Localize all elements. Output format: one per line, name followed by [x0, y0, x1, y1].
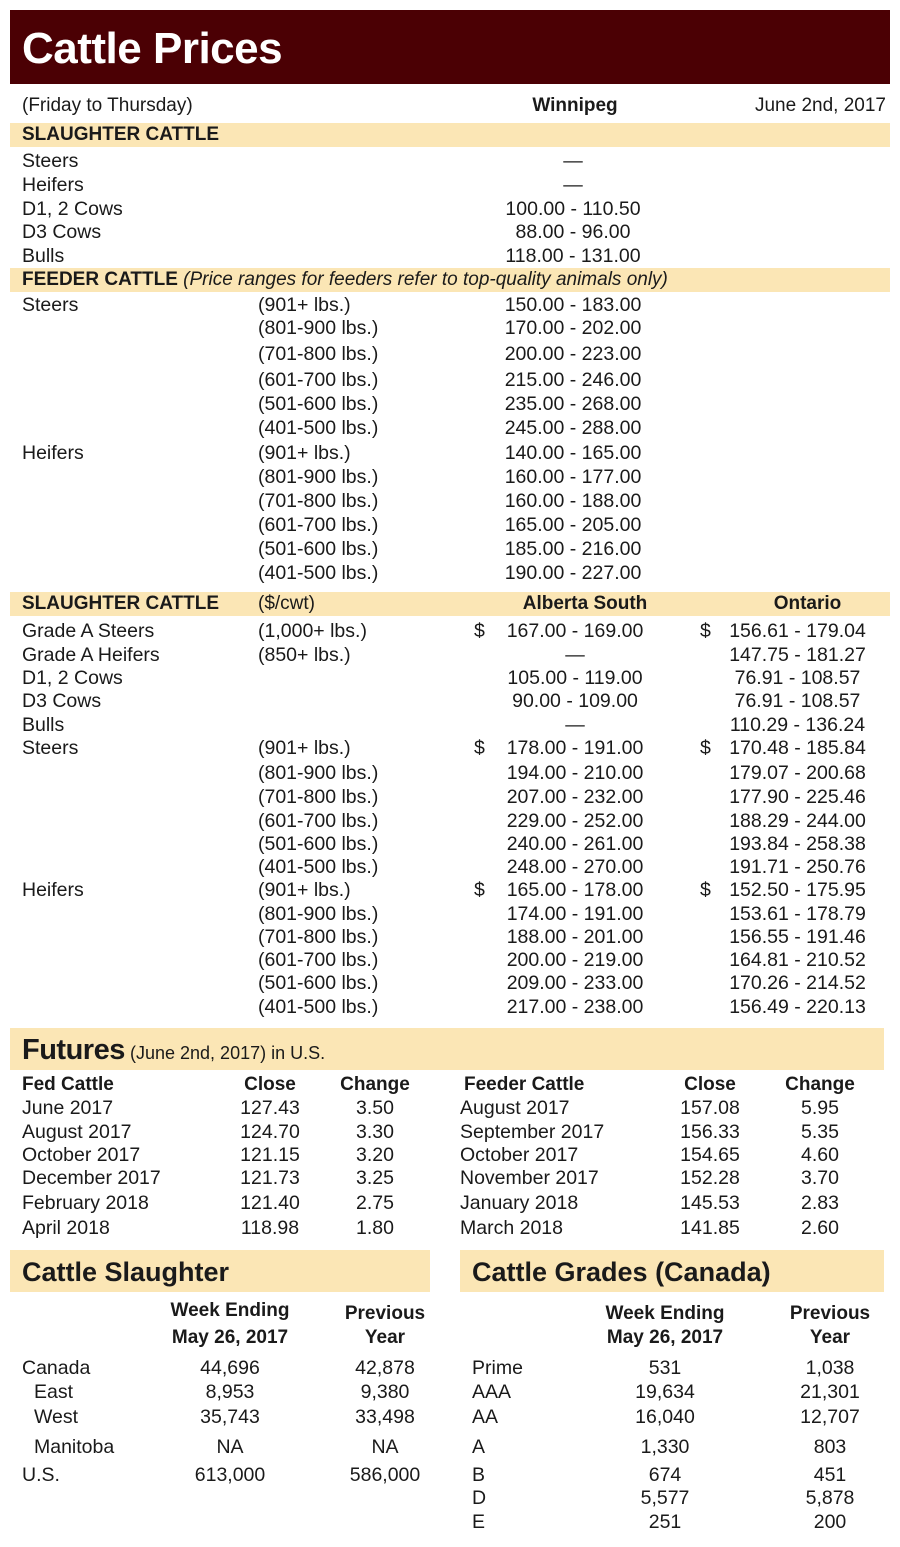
row-label: Grade A Heifers: [22, 644, 160, 666]
table-row: [0, 220, 900, 244]
ontario-price: 156.55 - 191.46: [729, 926, 866, 948]
table-row: [0, 513, 900, 537]
table-row: [0, 761, 900, 785]
slaughter-col2-header-year: Year: [364, 1327, 406, 1348]
slaughter-prev-value: 9,380: [360, 1381, 410, 1403]
period-label: (Friday to Thursday): [22, 95, 193, 116]
section-title: SLAUGHTER CATTLE: [22, 124, 220, 145]
table-row: [0, 342, 900, 366]
weight-class: (801-900 lbs.): [258, 466, 379, 488]
alberta-price: 188.00 - 201.00: [506, 926, 644, 948]
table-row: [0, 925, 900, 949]
alberta-price: —: [565, 644, 585, 666]
section-note: (Price ranges for feeders refer to top-quality animals only): [183, 269, 668, 290]
feeder-cattle-header: Feeder Cattle: [464, 1074, 585, 1095]
weight-class: (501-600 lbs.): [258, 972, 379, 994]
table-row: [0, 441, 900, 465]
slaughter-band: [10, 1250, 430, 1292]
slaughter-region: Manitoba: [34, 1436, 115, 1458]
ontario-price: 76.91 - 108.57: [734, 690, 861, 712]
fed-change: 3.30: [356, 1121, 394, 1143]
ontario-price: 179.07 - 200.68: [729, 762, 866, 784]
grade-week-value: 674: [648, 1464, 682, 1486]
ontario-price: 170.26 - 214.52: [729, 972, 866, 994]
price-range: 235.00 - 268.00: [504, 393, 642, 415]
feeder-change: 2.83: [801, 1192, 839, 1214]
fed-close: 124.70: [240, 1121, 300, 1143]
grades-band: [460, 1250, 884, 1292]
table-row: [0, 197, 900, 221]
weight-class: (850+ lbs.): [258, 644, 351, 666]
row-label: D1, 2 Cows: [22, 667, 123, 689]
grade-week-value: 5,577: [640, 1487, 690, 1509]
alberta-price: 174.00 - 191.00: [506, 903, 644, 925]
slaughter-week-value: 44,696: [200, 1357, 260, 1379]
table-row: [0, 855, 900, 879]
alberta-price: 178.00 - 191.00: [506, 737, 644, 759]
grades-col2-header-year: Year: [809, 1327, 851, 1348]
table-row: [0, 971, 900, 995]
alberta-price: 194.00 - 210.00: [506, 762, 644, 784]
weight-class: (1,000+ lbs.): [258, 620, 367, 642]
slaughter-col1-header: Week Ending: [170, 1300, 290, 1321]
ontario-price: 153.61 - 178.79: [729, 903, 866, 925]
feeder-close: 156.33: [680, 1121, 740, 1143]
section-band-regional: [10, 592, 890, 616]
table-row: [0, 713, 900, 737]
dollar-sign: $: [700, 879, 711, 901]
price-range: 160.00 - 177.00: [504, 466, 642, 488]
table-row: [0, 689, 900, 713]
slaughter-region: East: [34, 1381, 74, 1403]
fed-close: 121.15: [240, 1144, 300, 1166]
feeder-change: 5.35: [801, 1121, 839, 1143]
grade-prev-value: 21,301: [800, 1381, 860, 1403]
dollar-sign: $: [474, 737, 485, 759]
grade-week-value: 19,634: [635, 1381, 695, 1403]
grade-label: A: [472, 1436, 486, 1458]
fed-change: 3.25: [356, 1167, 394, 1189]
weight-class: (901+ lbs.): [258, 737, 351, 759]
weight-class: (401-500 lbs.): [258, 562, 379, 584]
grade-prev-value: 803: [813, 1436, 847, 1458]
weight-class: (501-600 lbs.): [258, 833, 379, 855]
feeder-close: 154.65: [680, 1144, 740, 1166]
price-range: 140.00 - 165.00: [504, 442, 642, 464]
ontario-price: 110.29 - 136.24: [729, 714, 866, 736]
price-range: —: [563, 150, 583, 172]
weight-class: (401-500 lbs.): [258, 417, 379, 439]
ontario-price: 177.90 - 225.46: [729, 786, 866, 808]
weight-class: (501-600 lbs.): [258, 393, 379, 415]
alberta-price: 105.00 - 119.00: [507, 667, 643, 689]
grade-prev-value: 1,038: [805, 1357, 855, 1379]
slaughter-prev-value: 586,000: [349, 1464, 421, 1486]
dollar-sign: $: [700, 737, 711, 759]
table-row: [0, 244, 900, 268]
table-row: [0, 392, 900, 416]
weight-class: (801-900 lbs.): [258, 903, 379, 925]
row-label: Bulls: [22, 714, 65, 736]
table-row: [0, 368, 900, 392]
alberta-price: 217.00 - 238.00: [506, 996, 644, 1018]
dollar-sign: $: [474, 879, 485, 901]
futures-band: [10, 1028, 884, 1070]
fed-month: August 2017: [22, 1121, 132, 1143]
fed-change: 1.80: [356, 1217, 394, 1239]
fed-month: June 2017: [22, 1097, 114, 1119]
fed-close: 118.98: [240, 1217, 300, 1239]
table-row: [0, 878, 900, 902]
ontario-price: 156.61 - 179.04: [729, 620, 866, 642]
column-header-ontario: Ontario: [773, 593, 842, 614]
slaughter-prev-value: 33,498: [355, 1406, 415, 1428]
slaughter-week-value: 8,953: [205, 1381, 255, 1403]
report-date: June 2nd, 2017: [754, 95, 886, 116]
grade-label: B: [472, 1464, 486, 1486]
weight-class: (701-800 lbs.): [258, 786, 379, 808]
grade-prev-value: 12,707: [800, 1406, 860, 1428]
slaughter-week-value: NA: [216, 1436, 244, 1458]
feeder-change: 4.60: [801, 1144, 839, 1166]
ontario-price: 164.81 - 210.52: [729, 949, 866, 971]
feeder-close: 145.53: [680, 1192, 740, 1214]
row-label: Steers: [22, 294, 79, 316]
ontario-price: 147.75 - 181.27: [729, 644, 866, 666]
grade-label: AAA: [472, 1381, 512, 1403]
fed-month: April 2018: [22, 1217, 110, 1239]
weight-class: (701-800 lbs.): [258, 926, 379, 948]
feeder-close-header: Close: [684, 1074, 736, 1095]
ontario-price: 188.29 - 244.00: [729, 810, 866, 832]
feeder-change: 2.60: [801, 1217, 839, 1239]
fed-change: 3.20: [356, 1144, 394, 1166]
title-banner: [10, 10, 890, 84]
feeder-month: November 2017: [460, 1167, 599, 1189]
alberta-price: 200.00 - 219.00: [506, 949, 644, 971]
grade-label: AA: [472, 1406, 499, 1428]
weight-class: (701-800 lbs.): [258, 490, 379, 512]
feeder-month: October 2017: [460, 1144, 579, 1166]
price-range: 190.00 - 227.00: [504, 562, 642, 584]
price-range: —: [563, 174, 583, 196]
ontario-price: 152.50 - 175.95: [729, 879, 866, 901]
slaughter-region: U.S.: [22, 1464, 60, 1486]
section-title: SLAUGHTER CATTLE: [22, 593, 220, 614]
table-row: [0, 416, 900, 440]
price-range: 160.00 - 188.00: [504, 490, 642, 512]
row-label: D3 Cows: [22, 690, 102, 712]
price-range: 170.00 - 202.00: [504, 317, 642, 339]
table-row: [0, 948, 900, 972]
weight-class: (601-700 lbs.): [258, 949, 379, 971]
grades-col2-header: Previous: [789, 1303, 871, 1324]
slaughter-region: Canada: [22, 1357, 91, 1379]
price-range: 185.00 - 216.00: [504, 538, 642, 560]
alberta-price: 229.00 - 252.00: [506, 810, 644, 832]
fed-month: December 2017: [22, 1167, 161, 1189]
price-range: 118.00 - 131.00: [505, 245, 641, 267]
table-row: [0, 316, 900, 340]
fed-change: 2.75: [356, 1192, 394, 1214]
table-row: [0, 832, 900, 856]
table-row: [0, 619, 900, 643]
weight-class: (501-600 lbs.): [258, 538, 379, 560]
row-label: Steers: [22, 150, 79, 172]
grade-prev-value: 451: [813, 1464, 847, 1486]
alberta-price: 209.00 - 233.00: [506, 972, 644, 994]
price-range: 215.00 - 246.00: [504, 369, 642, 391]
grades-col1-header-date: May 26, 2017: [606, 1327, 724, 1348]
ontario-price: 193.84 - 258.38: [729, 833, 866, 855]
weight-class: (601-700 lbs.): [258, 810, 379, 832]
slaughter-col1-header-date: May 26, 2017: [171, 1327, 289, 1348]
weight-class: (901+ lbs.): [258, 879, 351, 901]
weight-class: (901+ lbs.): [258, 294, 351, 316]
weight-class: (701-800 lbs.): [258, 343, 379, 365]
ontario-price: 156.49 - 220.13: [729, 996, 866, 1018]
table-row: [0, 293, 900, 317]
alberta-price: —: [565, 714, 585, 736]
feeder-close: 152.28: [680, 1167, 740, 1189]
weight-class: (801-900 lbs.): [258, 317, 379, 339]
grades-title: Cattle Grades (Canada): [472, 1257, 771, 1287]
weight-class: (401-500 lbs.): [258, 996, 379, 1018]
row-label: Heifers: [22, 879, 84, 901]
weight-class: (801-900 lbs.): [258, 762, 379, 784]
row-label: Bulls: [22, 245, 65, 267]
ontario-price: 76.91 - 108.57: [734, 667, 861, 689]
price-range: 100.00 - 110.50: [505, 198, 641, 220]
grade-prev-value: 200: [813, 1511, 847, 1533]
price-range: 88.00 - 96.00: [515, 221, 631, 243]
grade-prev-value: 5,878: [805, 1487, 855, 1509]
weight-class: (401-500 lbs.): [258, 856, 379, 878]
slaughter-prev-value: NA: [371, 1436, 399, 1458]
page-title: Cattle Prices: [22, 24, 283, 73]
market-label: Winnipeg: [532, 95, 618, 116]
feeder-month: August 2017: [460, 1097, 570, 1119]
fed-month: October 2017: [22, 1144, 141, 1166]
fed-close-header: Close: [244, 1074, 296, 1095]
alberta-price: 240.00 - 261.00: [506, 833, 644, 855]
table-row: [0, 666, 900, 690]
table-row: [0, 809, 900, 833]
alberta-price: 248.00 - 270.00: [506, 856, 644, 878]
alberta-price: 165.00 - 178.00: [506, 879, 644, 901]
feeder-change: 3.70: [801, 1167, 839, 1189]
weight-class: (601-700 lbs.): [258, 514, 379, 536]
fed-cattle-header: Fed Cattle: [22, 1074, 114, 1095]
slaughter-col2-header: Previous: [344, 1303, 426, 1324]
futures-title: Futures: [22, 1034, 125, 1066]
alberta-price: 207.00 - 232.00: [506, 786, 644, 808]
feeder-month: March 2018: [460, 1217, 563, 1239]
feeder-close: 157.08: [680, 1097, 740, 1119]
grade-week-value: 1,330: [640, 1436, 690, 1458]
grade-label: E: [472, 1511, 486, 1533]
alberta-price: 90.00 - 109.00: [512, 690, 638, 712]
table-row: [0, 149, 900, 173]
dollar-sign: $: [700, 620, 711, 642]
table-row: [0, 465, 900, 489]
price-range: 150.00 - 183.00: [504, 294, 642, 316]
table-row: [0, 173, 900, 197]
feeder-month: January 2018: [460, 1192, 579, 1214]
weight-class: (901+ lbs.): [258, 442, 351, 464]
grades-col1-header: Week Ending: [605, 1303, 725, 1324]
row-label: D1, 2 Cows: [22, 198, 123, 220]
table-row: [0, 736, 900, 760]
ontario-price: 170.48 - 185.84: [729, 737, 866, 759]
grade-week-value: 16,040: [635, 1406, 695, 1428]
section-title: FEEDER CATTLE (Price ranges for feeders refer to top-quality animals only): [22, 269, 668, 290]
row-label: D3 Cows: [22, 221, 102, 243]
row-label: Steers: [22, 737, 79, 759]
price-range: 200.00 - 223.00: [504, 343, 642, 365]
column-header-alberta: Alberta South: [522, 593, 648, 614]
grade-week-value: 251: [648, 1511, 682, 1533]
fed-close: 121.73: [240, 1167, 300, 1189]
slaughter-week-value: 613,000: [194, 1464, 266, 1486]
unit-label: ($/cwt): [258, 593, 315, 614]
table-row: [0, 902, 900, 926]
feeder-month: September 2017: [460, 1121, 605, 1143]
slaughter-prev-value: 42,878: [355, 1357, 415, 1379]
table-row: [0, 785, 900, 809]
slaughter-week-value: 35,743: [200, 1406, 260, 1428]
table-row: [0, 489, 900, 513]
ontario-price: 191.71 - 250.76: [729, 856, 866, 878]
feeder-change: 5.95: [801, 1097, 839, 1119]
fed-change: 3.50: [356, 1097, 394, 1119]
alberta-price: 167.00 - 169.00: [506, 620, 644, 642]
fed-change-header: Change: [340, 1074, 410, 1095]
fed-month: February 2018: [22, 1192, 149, 1214]
dollar-sign: $: [474, 620, 485, 642]
slaughter-region: West: [34, 1406, 79, 1428]
feeder-change-header: Change: [785, 1074, 855, 1095]
section-band-feeder: [10, 268, 890, 292]
grade-label: Prime: [472, 1357, 523, 1379]
grade-week-value: 531: [648, 1357, 682, 1379]
row-label: Heifers: [22, 442, 84, 464]
row-label: Grade A Steers: [22, 620, 155, 642]
grade-label: D: [472, 1487, 487, 1509]
fed-close: 121.40: [240, 1192, 300, 1214]
section-band-slaughter: [10, 123, 890, 147]
futures-subtitle: (June 2nd, 2017) in U.S.: [130, 1043, 326, 1063]
table-row: [0, 537, 900, 561]
fed-close: 127.43: [240, 1097, 300, 1119]
table-row: [0, 995, 900, 1019]
weight-class: (601-700 lbs.): [258, 369, 379, 391]
feeder-close: 141.85: [680, 1217, 740, 1239]
row-label: Heifers: [22, 174, 84, 196]
table-row: [0, 643, 900, 667]
table-row: [0, 561, 900, 585]
price-range: 165.00 - 205.00: [504, 514, 642, 536]
price-range: 245.00 - 288.00: [504, 417, 642, 439]
slaughter-title: Cattle Slaughter: [22, 1257, 230, 1287]
